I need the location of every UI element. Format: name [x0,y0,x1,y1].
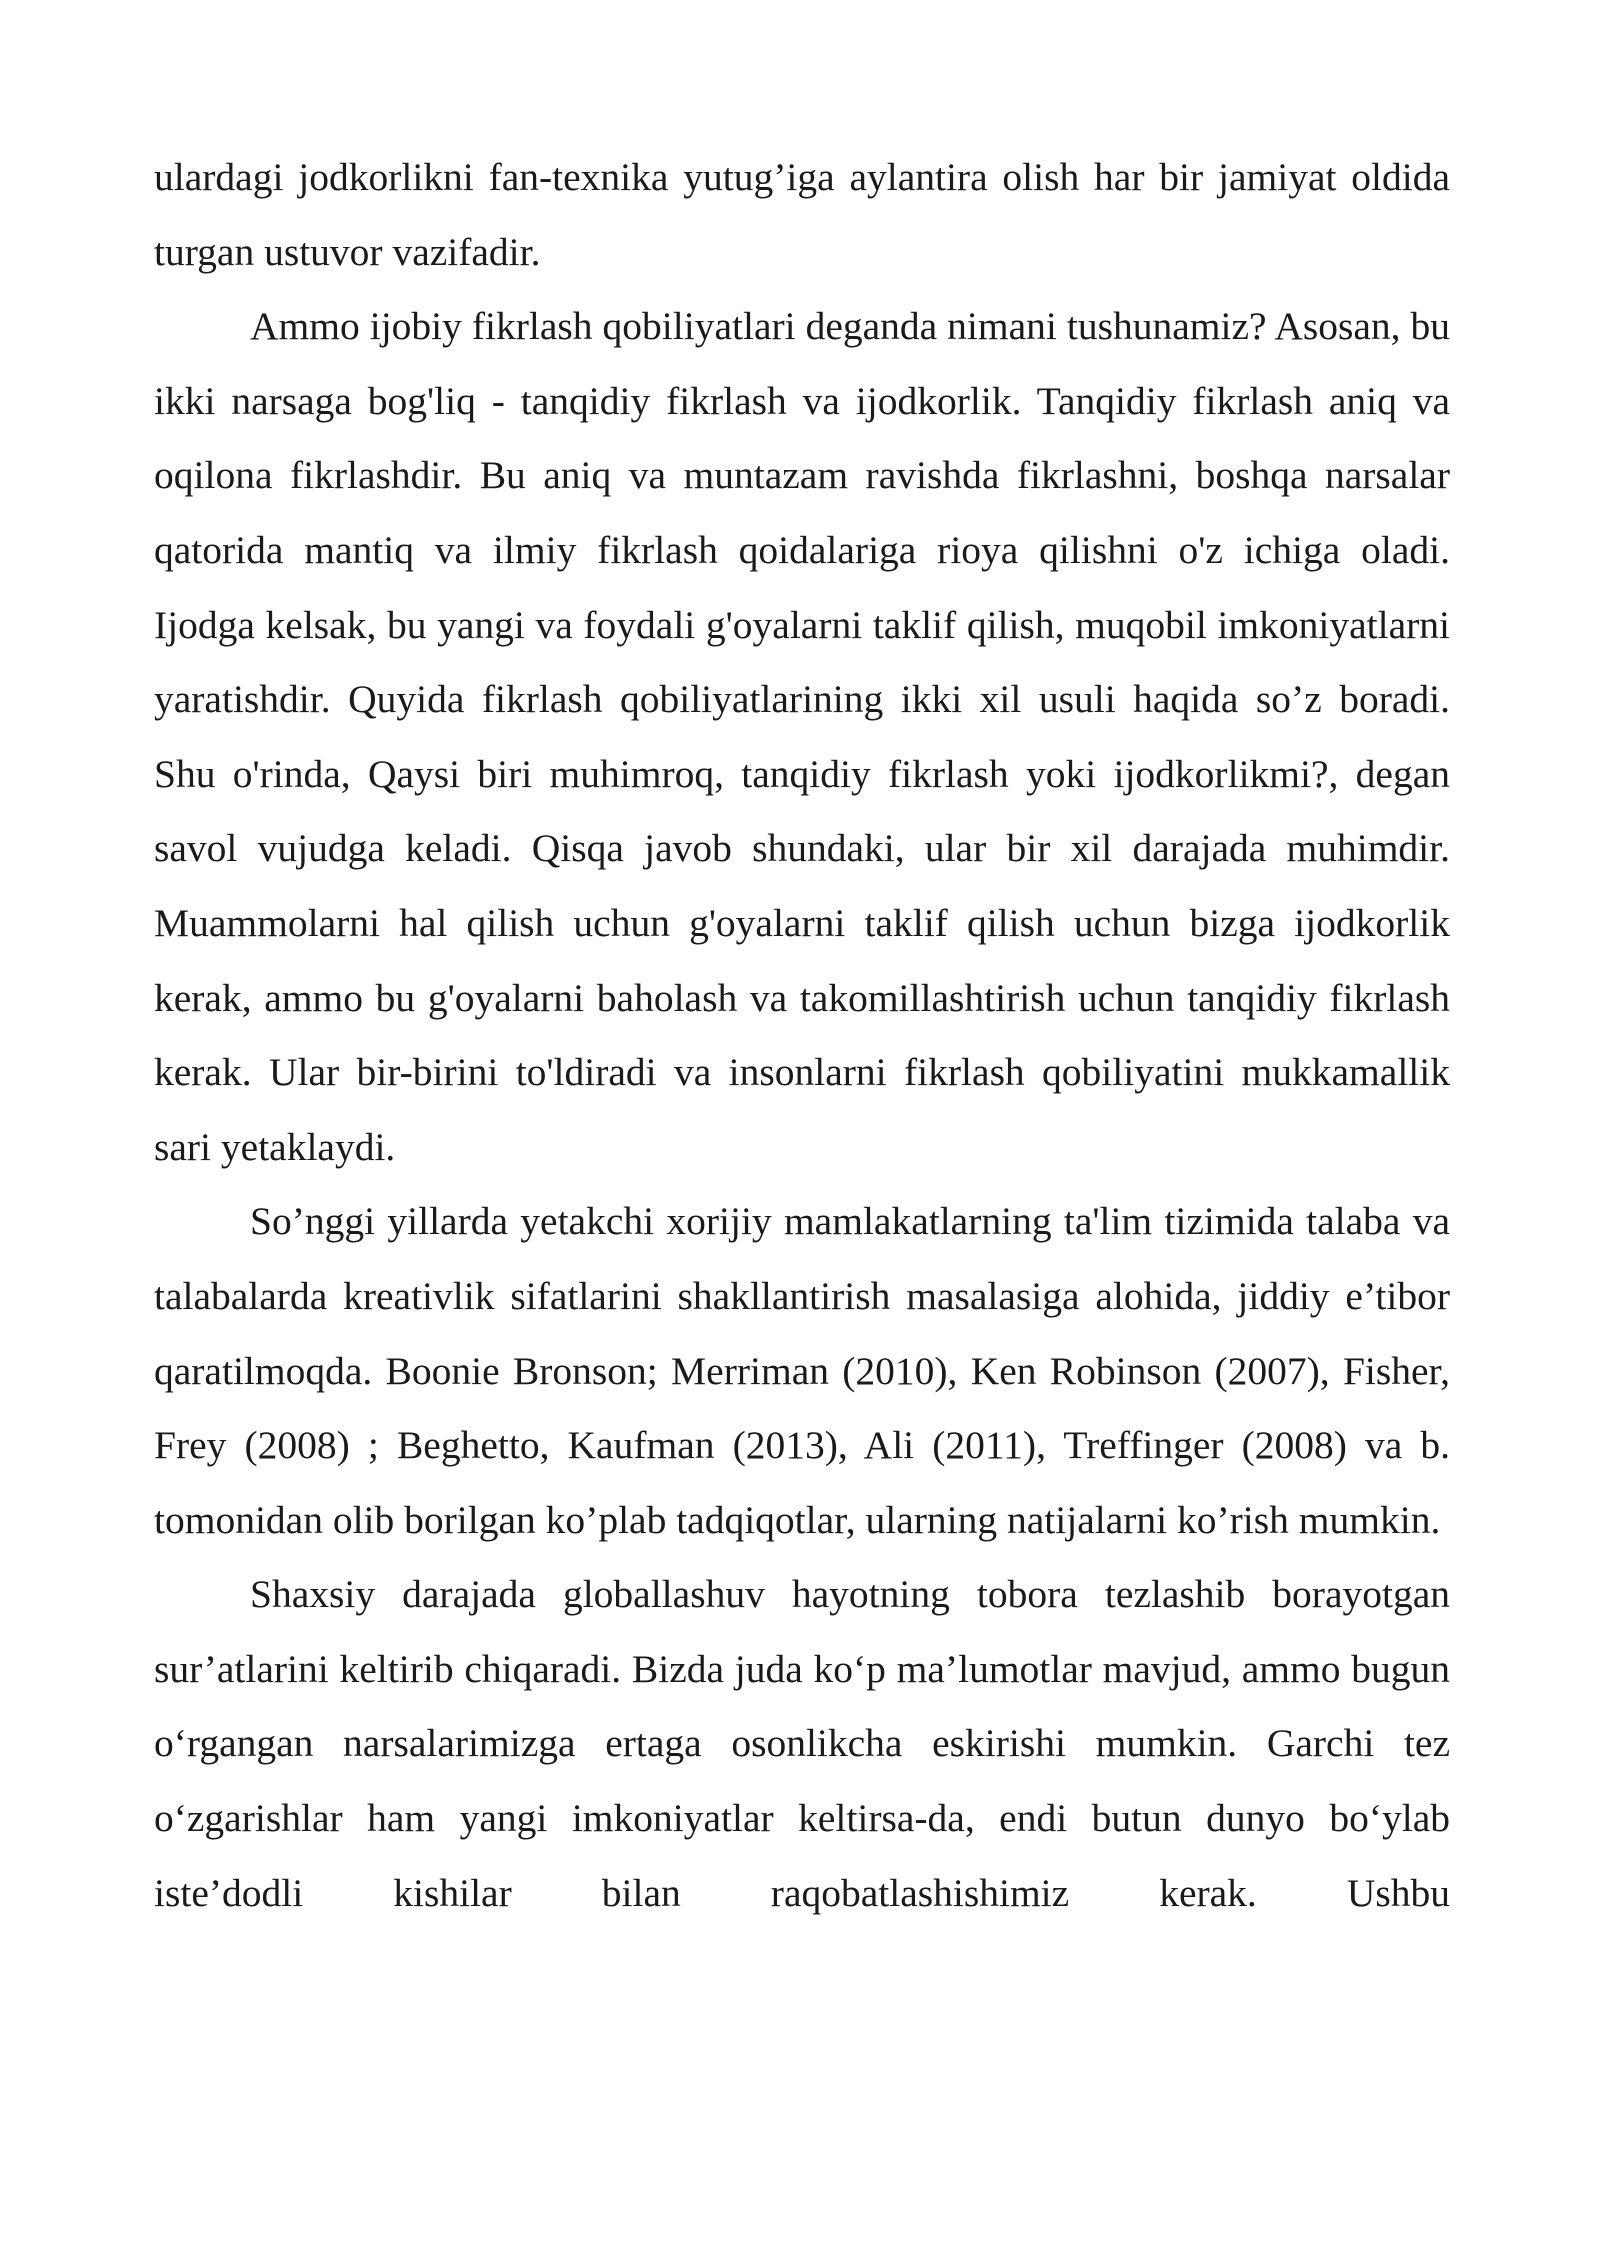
paragraph-2: Ammo ijobiy fikrlash qobiliyatlari deganda nimani tushunamiz? Asosan, bu ikki narsaga bog'liq - tanqidiy fikrlash va ijodkorlik. Tanqidiy fikrlash aniq va oqilona fikrlashdir. Bu aniq va muntazam ravishda fikrlashni, boshqa narsalar qatorida mantiq va ilmiy fikrlash qoidalariga rioya qilishni o'z ichiga oladi. Ijodga kelsak, bu yangi va foydali g'oyalarni taklif qilish, muqobil imkoniyatlarni yaratishdir. Quyida fikrlash qobiliyatlarining ikki xil usuli haqida so’z boradi. Shu o'rinda, Qaysi biri muhimroq, tanqidiy fikrlash yoki ijodkorlikmi?, degan savol vujudga keladi. Qisqa javob shundaki, ular bir xil darajada muhimdir. Muammolarni hal qilish uchun g'oyalarni taklif qilish uchun bizga ijodkorlik kerak, ammo bu g'oyalarni baholash va takomillashtirish uchun tanqidiy fikrlash kerak. Ular bir-birini to'ldiradi va insonlarni fikrlash qobiliyatini mukkamallik sari yetaklaydi. [154,304,1450,1169]
paragraph-3: So’nggi yillarda yetakchi xorijiy mamlakatlarning ta'lim tizimida talaba va talabalarda kreativlik sifatlarini shakllantirish masalasiga alohida, jiddiy e’tibor qaratilmoqda. Boonie Bronson; Merriman (2010), Ken Robinson (2007), Fisher, Frey (2008) ; Beghetto, Kaufman (2013), Ali (2011), Treffinger (2008) va b. tomonidan olib borilgan ko’plab tadqiqotlar, ularning natijalarni ko’rish mumkin. [154,1199,1450,1542]
document-page [154,140,1450,1930]
paragraph-4: Shaxsiy darajada globallashuv hayotning tobora tezlashib borayotgan sur’atlarini keltirib chiqaradi. Bizda juda ko‘p ma’lumotlar mavjud, ammo bugun o‘rgangan narsalarimizga ertaga osonlikcha eskirishi mumkin. Garchi tez o‘zgarishlar ham yangi imkoniyatlar keltirsa-da, endi butun dunyo bo‘ylab iste’dodli kishilar bilan raqobatlashishimiz kerak. Ushbu [154,1572,1450,1915]
paragraph-1: ulardagi jodkorlikni fan-texnika yutug’iga aylantira olish har bir jamiyat oldida turgan ustuvor vazifadir. [154,155,1450,274]
